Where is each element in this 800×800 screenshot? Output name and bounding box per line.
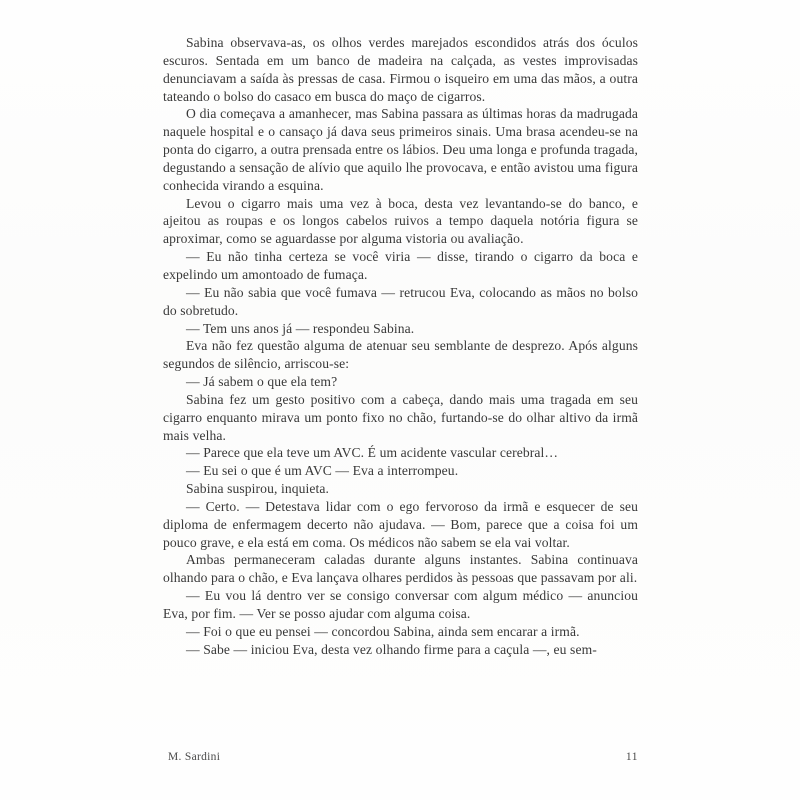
page-text <box>163 34 638 659</box>
paragraph: — Eu vou lá dentro ver se consigo conversar com algum médico — anunciou Eva, por fim. — Ver se posso ajudar com alguma coisa. <box>163 588 638 621</box>
paragraph: — Eu sei o que é um AVC — Eva a interrompeu. <box>186 463 459 479</box>
paragraph: — Sabe — iniciou Eva, desta vez olhando firme para a caçula —, eu sem- <box>186 641 597 657</box>
paragraph: — Certo. — Detestava lidar com o ego fervoroso da irmã e esquecer de seu diploma de enfermagem decerto não ajudava. — Bom, parece que a coisa foi um pouco grave, e ela está em coma. Os médicos não sabem se ela vai voltar. <box>163 498 638 550</box>
page-footer <box>163 751 638 763</box>
paragraph: — Parece que ela teve um AVC. É um acidente vascular cerebral… <box>186 445 559 461</box>
paragraph: Ambas permaneceram caladas durante alguns instantes. Sabina continuava olhando para o chão, e Eva lançava olhares perdidos às pessoas que passavam por ali. <box>163 552 638 586</box>
footer-author: M. Sardini <box>168 751 221 763</box>
footer-page-number: 11 <box>625 751 638 763</box>
paragraph: — Foi o que eu pensei — concordou Sabina, ainda sem encarar a irmã. <box>186 623 580 639</box>
paragraph: — Já sabem o que ela tem? <box>186 374 338 390</box>
paragraph: — Eu não tinha certeza se você viria — disse, tirando o cigarro da boca e expelindo um amontoado de fumaça. <box>163 249 638 282</box>
paragraph: Sabina suspirou, inquieta. <box>186 481 330 497</box>
paragraph: O dia começava a amanhecer, mas Sabina passara as últimas horas da madrugada naquele hospital e o cansaço já dava seus primeiros sinais. Uma brasa acendeu-se na ponta do cigarro, a outra prensada entre os lábios. Deu uma longa e profunda tragada, degustando a sensação de alívio que aquilo lhe provocava, e então avistou uma figura conhecida virando a esquina. <box>163 106 638 193</box>
paragraph: Levou o cigarro mais uma vez à boca, desta vez levantando-se do banco, e ajeitou as roupas e os longos cabelos ruivos a tempo daquela notória figura se aproximar, como se aguardasse por alguma vistoria ou avaliação. <box>163 195 638 247</box>
paragraph: — Tem uns anos já — respondeu Sabina. <box>186 320 415 336</box>
paragraph: Sabina fez um gesto positivo com a cabeça, dando mais uma tragada em seu cigarro enquanto mirava um ponto fixo no chão, furtando-se do olhar altivo da irmã mais velha. <box>163 391 638 443</box>
paragraph: Sabina observava-as, os olhos verdes marejados escondidos atrás dos óculos escuros. Sentada em um banco de madeira na calçada, as vestes improvisadas denunciavam a saída às pressas de casa. Firmou o isqueiro em uma das mãos, a outra tateando o bolso do casaco em busca do maço de cigarros. <box>163 35 638 104</box>
paragraph: Eva não fez questão alguma de atenuar seu semblante de desprezo. Após alguns segundos de silêncio, arriscou-se: <box>163 338 638 372</box>
paragraph: — Eu não sabia que você fumava — retrucou Eva, colocando as mãos no bolso do sobretudo. <box>163 284 638 318</box>
